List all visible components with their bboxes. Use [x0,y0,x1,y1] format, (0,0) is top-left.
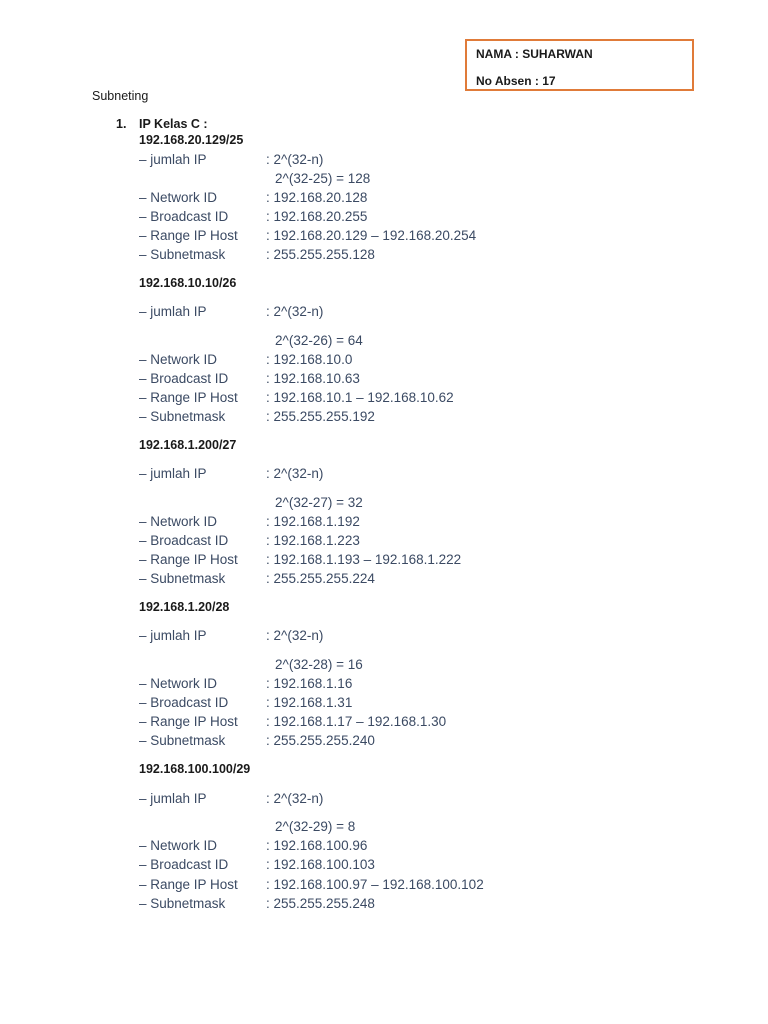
jumlah-ip-label: – jumlah IP [139,466,207,481]
subnetmask-label: – Subnetmask [139,247,226,262]
broadcast-id-label: – Broadcast ID [139,533,229,548]
broadcast-id-label: – Broadcast ID [139,371,229,386]
broadcast-id-value: : 192.168.1.223 [266,533,360,548]
broadcast-id-value: : 192.168.100.103 [266,857,375,872]
jumlah-ip-value: : 2^(32-n) [266,304,324,319]
absence-number: No Absen : 17 [476,74,556,88]
range-ip-host-label: – Range IP Host [139,552,238,567]
subnet-address: 192.168.10.10/26 [139,276,237,290]
network-id-label: – Network ID [139,190,218,205]
subnetmask-value: : 255.255.255.192 [266,409,375,424]
subnetmask-value: : 255.255.255.248 [266,896,375,911]
subnetmask-value: : 255.255.255.128 [266,247,375,262]
jumlah-ip-label: – jumlah IP [139,791,207,806]
range-ip-host-value: : 192.168.10.1 – 192.168.10.62 [266,390,454,405]
network-id-label: – Network ID [139,514,218,529]
jumlah-ip-label: – jumlah IP [139,152,207,167]
jumlah-ip-formula: 2^(32-25) = 128 [275,171,371,186]
range-ip-host-label: – Range IP Host [139,228,238,243]
broadcast-id-label: – Broadcast ID [139,209,229,224]
jumlah-ip-label: – jumlah IP [139,304,207,319]
broadcast-id-label: – Broadcast ID [139,857,229,872]
broadcast-id-value: : 192.168.1.31 [266,695,353,710]
jumlah-ip-formula: 2^(32-26) = 64 [275,333,363,348]
document-title: Subneting [92,89,149,103]
network-id-value: : 192.168.20.128 [266,190,368,205]
network-id-value: : 192.168.10.0 [266,352,353,367]
jumlah-ip-label: – jumlah IP [139,628,207,643]
name-box [465,39,694,91]
range-ip-host-value: : 192.168.1.193 – 192.168.1.222 [266,552,462,567]
range-ip-host-label: – Range IP Host [139,390,238,405]
subnet-address: 192.168.20.129/25 [139,133,244,147]
jumlah-ip-value: : 2^(32-n) [266,466,324,481]
subnetmask-label: – Subnetmask [139,571,226,586]
subnet-address: 192.168.100.100/29 [139,762,251,776]
subnetmask-value: : 255.255.255.240 [266,733,375,748]
subnetmask-label: – Subnetmask [139,896,226,911]
subnetmask-label: – Subnetmask [139,409,226,424]
range-ip-host-label: – Range IP Host [139,877,238,892]
range-ip-host-value: : 192.168.100.97 – 192.168.100.102 [266,877,484,892]
range-ip-host-value: : 192.168.20.129 – 192.168.20.254 [266,228,477,243]
subnet-address: 192.168.1.200/27 [139,438,237,452]
subnetmask-label: – Subnetmask [139,733,226,748]
list-number: 1. [116,117,127,131]
range-ip-host-value: : 192.168.1.17 – 192.168.1.30 [266,714,447,729]
network-id-value: : 192.168.100.96 [266,838,368,853]
jumlah-ip-formula: 2^(32-29) = 8 [275,819,356,834]
network-id-label: – Network ID [139,676,218,691]
subnet-address: 192.168.1.20/28 [139,600,230,614]
network-id-label: – Network ID [139,352,218,367]
jumlah-ip-value: : 2^(32-n) [266,628,324,643]
network-id-value: : 192.168.1.16 [266,676,353,691]
student-name: NAMA : SUHARWAN [476,47,593,61]
broadcast-id-value: : 192.168.20.255 [266,209,368,224]
network-id-label: – Network ID [139,838,218,853]
broadcast-id-value: : 192.168.10.63 [266,371,360,386]
jumlah-ip-formula: 2^(32-27) = 32 [275,495,363,510]
network-id-value: : 192.168.1.192 [266,514,360,529]
jumlah-ip-formula: 2^(32-28) = 16 [275,657,363,672]
subnetmask-value: : 255.255.255.224 [266,571,375,586]
list-heading: IP Kelas C : [139,117,208,131]
broadcast-id-label: – Broadcast ID [139,695,229,710]
range-ip-host-label: – Range IP Host [139,714,238,729]
jumlah-ip-value: : 2^(32-n) [266,791,324,806]
jumlah-ip-value: : 2^(32-n) [266,152,324,167]
